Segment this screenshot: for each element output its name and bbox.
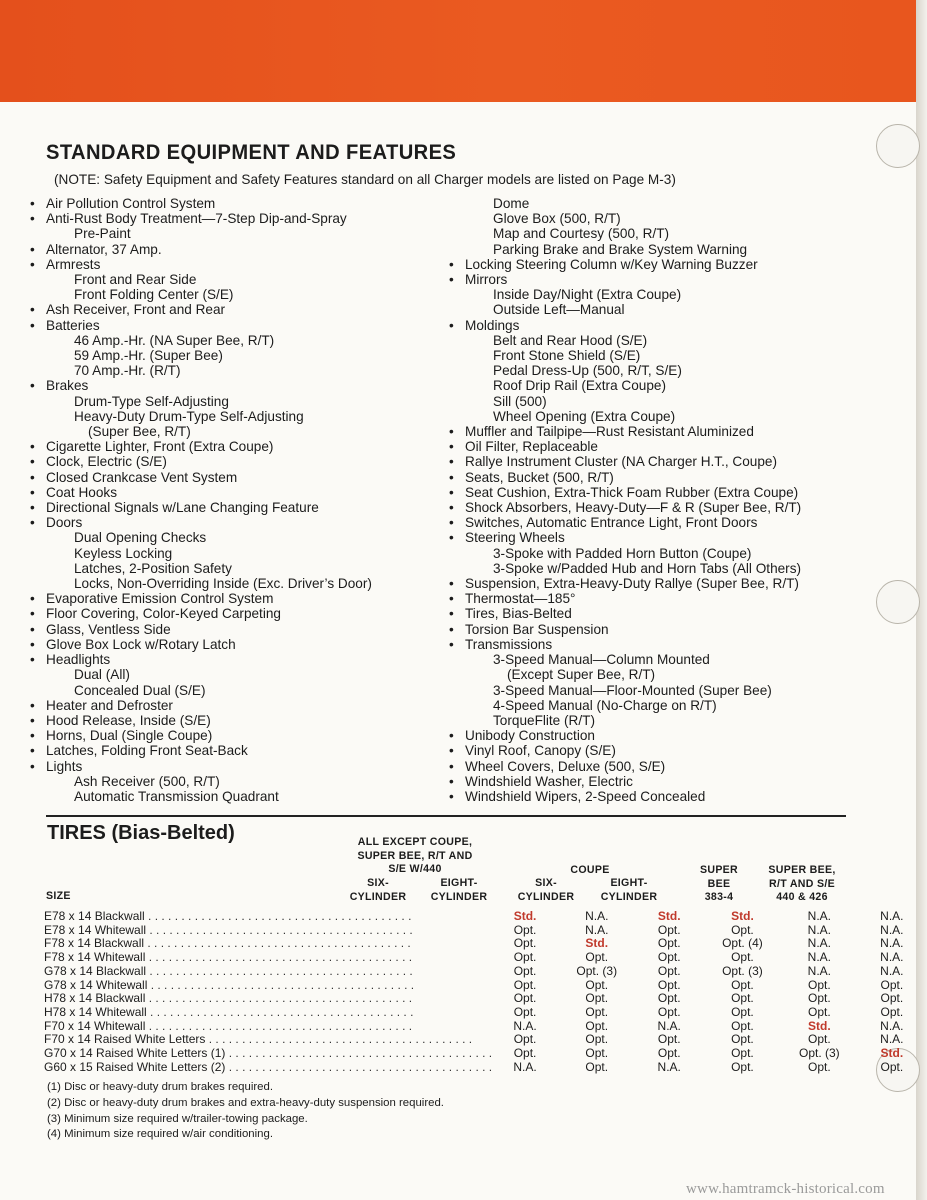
tire-availability-cell: N.A. [807,963,831,978]
equipment-item: • Rallye Instrument Cluster (NA Charger H.T., Coupe) [449,454,869,469]
tire-availability-cell: N.A. [585,922,609,937]
header-super-bee: SUPER BEE 383-4 [700,864,738,903]
equipment-subitem: Parking Brake and Brake System Warning [493,241,748,257]
tire-availability-cell: Opt. [513,991,537,1006]
tire-availability-cell: Opt. [731,1059,754,1074]
header-coupe-eight-cylinder: EIGHT- CYLINDER [600,877,658,903]
equipment-subitem: 3-Speed Manual—Floor-Mounted (Super Bee) [493,682,772,698]
tire-availability-cell: Opt. [731,977,754,992]
tire-availability-cell: Opt. [513,922,537,937]
tire-availability-cell: Opt. [731,950,754,965]
tire-footnotes [47,1080,444,1143]
header-coupe: COUPE [570,864,610,876]
tire-availability-cell: Opt. [657,950,681,965]
equipment-subitem: Front Folding Center (S/E) [74,287,234,303]
tire-availability-cell: Opt. [880,1059,904,1074]
tire-size-cell [44,1020,492,1034]
equipment-item: • Batteries [30,318,440,333]
tire-availability-cell: Opt. [513,1004,537,1019]
header-coupe-six-cylinder: SIX- CYLINDER [517,877,575,903]
tire-availability-cell: Opt. [657,991,681,1006]
equipment-subitem: 59 Amp.-Hr. (Super Bee) [74,348,223,364]
tire-availability-cell: Opt. [513,950,537,965]
equipment-subitem: Drum-Type Self-Adjusting [74,393,229,409]
equipment-subitem: Roof Drip Rail (Extra Coupe) [493,378,667,394]
equipment-item: • Thermostat—185° [449,591,869,606]
tire-size: F70 x 14 Raised White Letters [44,1033,206,1047]
equipment-item: • Wheel Covers, Deluxe (500, S/E) [449,759,869,774]
tire-availability-cell: Opt. [657,1004,681,1019]
page-title: STANDARD EQUIPMENT AND FEATURES [46,141,457,164]
tire-availability-cell: Opt. [657,977,681,992]
equipment-subitem: 3-Spoke with Padded Horn Button (Coupe) [493,545,752,561]
table-row [44,992,927,1006]
equipment-item: • Floor Covering, Color-Keyed Carpeting [30,606,440,621]
tire-size-cell [44,1047,492,1061]
equipment-subitem: 70 Amp.-Hr. (R/T) [74,363,181,379]
tire-size-cell [44,1033,492,1047]
tire-size: H78 x 14 Blackwall [44,992,146,1006]
equipment-item: • Transmissions [449,637,869,652]
equipment-subitem: Dual (All) [74,667,130,683]
equipment-subitem: (Super Bee, R/T) [88,424,191,440]
safety-note: (NOTE: Safety Equipment and Safety Features standard on all Charger models are listed on Page M-3) [54,172,676,187]
tire-availability-cell: Opt. [657,936,681,951]
tire-size: G60 x 15 Raised White Letters (2) [44,1060,226,1074]
equipment-item: • Seat Cushion, Extra-Thick Foam Rubber (Extra Coupe) [449,485,869,500]
equipment-item: • Steering Wheels [449,530,869,545]
tire-availability-cell: N.A. [657,1059,681,1074]
tires-title: TIRES (Bias-Belted) [47,822,235,844]
equipment-item: • Vinyl Roof, Canopy (S/E) [449,743,869,758]
tire-availability-cell: N.A. [880,950,904,965]
equipment-item: • Cigarette Lighter, Front (Extra Coupe) [30,439,440,454]
tire-availability-cell: Opt. [513,1046,537,1061]
footnote: (4) Minimum size required w/air conditioning. [47,1128,273,1141]
equipment-item: • Windshield Washer, Electric [449,774,869,789]
table-row [44,910,927,924]
equipment-subitem: 3-Speed Manual—Column Mounted [493,652,710,668]
equipment-subitem: Glove Box (500, R/T) [493,211,621,227]
tire-availability-cell: Opt. (3) [798,1046,840,1061]
tire-size: G78 x 14 Blackwall [44,964,147,978]
tire-availability-cell: N.A. [880,909,904,923]
header-all-except-coupe: ALL EXCEPT COUPE, SUPER BEE, R/T AND S/E W/440 [357,836,473,875]
tire-size-cell [44,1061,492,1075]
tire-availability-cell: Opt. [880,1004,904,1019]
tires-table [44,910,927,1074]
equipment-item: • Clock, Electric (S/E) [30,454,440,469]
dot-leader: . . . . . . . . . . . . . . . . . . . . . . . . . . . . . . . . . . . . . . . . [145,992,413,1006]
tire-availability-cell: N.A. [585,909,609,923]
tire-size: F70 x 14 Whitewall [44,1019,146,1033]
equipment-subitem: Pedal Dress-Up (500, R/T, S/E) [493,363,682,379]
equipment-item: • Coat Hooks [30,485,440,500]
tire-availability-cell: Opt. [657,1032,681,1047]
table-row [44,924,927,938]
header-size: SIZE [46,890,71,902]
dot-leader: . . . . . . . . . . . . . . . . . . . . . . . . . . . . . . . . . . . . . . . . [146,1005,414,1019]
tire-availability-cell: Opt. [585,1032,609,1047]
tire-availability-cell: Opt. [807,1032,831,1047]
equipment-item: • Heater and Defroster [30,698,440,713]
equipment-subitem: Heavy-Duty Drum-Type Self-Adjusting [74,408,304,424]
equipment-item: • Anti-Rust Body Treatment—7-Step Dip-and-Spray [30,211,440,226]
header-super-bee-rt: SUPER BEE, R/T AND S/E 440 & 426 [768,864,836,903]
equipment-subitem: Pre-Paint [74,226,131,242]
equipment-item: • Windshield Wipers, 2-Speed Concealed [449,789,869,804]
equipment-item: • Directional Signals w/Lane Changing Feature [30,500,440,515]
tire-availability-cell: Opt. [657,963,681,978]
equipment-item: • Switches, Automatic Entrance Light, Front Doors [449,515,869,530]
equipment-subitem: Front and Rear Side [74,272,197,288]
binder-hole-middle [876,580,920,624]
tire-availability-cell: Std. [657,909,681,923]
equipment-item: • Locking Steering Column w/Key Warning Buzzer [449,257,869,272]
tire-availability-cell: Std. [880,1046,904,1061]
equipment-item: • Muffler and Tailpipe—Rust Resistant Aluminized [449,424,869,439]
equipment-list-right [449,196,869,804]
equipment-item: • Mirrors [449,272,869,287]
equipment-item: • Lights [30,759,440,774]
tire-availability-cell: Opt. [585,950,609,965]
equipment-item: • Torsion Bar Suspension [449,622,869,637]
equipment-list-left [30,196,440,804]
tire-size-cell [44,951,492,965]
tire-availability-cell: Opt. [513,977,537,992]
tire-availability-cell: Opt. [585,1004,609,1019]
dot-leader: . . . . . . . . . . . . . . . . . . . . . . . . . . . . . . . . . . . . . . . . [147,978,415,992]
tire-availability-cell: N.A. [880,936,904,951]
tire-availability-cell: Std. [585,936,609,951]
tire-availability-cell: N.A. [807,936,831,951]
equipment-subitem: Inside Day/Night (Extra Coupe) [493,287,682,303]
tire-availability-cell: Opt. [585,977,609,992]
tire-availability-cell: Opt. [807,1004,831,1019]
tire-availability-cell: Std. [513,909,537,923]
equipment-subitem: Keyless Locking [74,545,173,561]
footnote: (2) Disc or heavy-duty drum brakes and extra-heavy-duty suspension required. [47,1096,444,1109]
tire-availability-cell: Opt. [585,1046,609,1061]
equipment-subitem: Sill (500) [493,393,547,409]
orange-header-banner [0,0,916,102]
table-row [44,1061,927,1075]
tire-availability-cell: N.A. [807,909,831,923]
tire-size: F78 x 14 Whitewall [44,951,146,965]
tire-availability-cell: Opt. [513,963,537,978]
tire-size-cell [44,910,492,924]
tire-size: E78 x 14 Whitewall [44,923,147,937]
equipment-item: • Horns, Dual (Single Coupe) [30,728,440,743]
table-row [44,965,927,979]
dot-leader: . . . . . . . . . . . . . . . . . . . . . . . . . . . . . . . . . . . . . . . . [144,937,411,951]
equipment-item: • Glass, Ventless Side [30,622,440,637]
footnote: (1) Disc or heavy-duty drum brakes required. [47,1081,273,1093]
equipment-item: • Armrests [30,257,440,272]
tire-size: F78 x 14 Blackwall [44,937,145,951]
table-row [44,979,927,993]
equipment-subitem: Wheel Opening (Extra Coupe) [493,408,676,424]
table-row [44,1006,927,1020]
tire-availability-cell: N.A. [513,1018,537,1033]
equipment-subitem: Dual Opening Checks [74,530,207,546]
equipment-item: • Headlights [30,652,440,667]
equipment-subitem: Outside Left—Manual [493,302,625,318]
header-eight-cylinder: EIGHT- CYLINDER [430,877,488,903]
equipment-item: • Oil Filter, Replaceable [449,439,869,454]
equipment-item: • Tires, Bias-Belted [449,606,869,621]
equipment-item: • Hood Release, Inside (S/E) [30,713,440,728]
tire-availability-cell: Opt. [585,1018,609,1033]
dot-leader: . . . . . . . . . . . . . . . . . . . . . . . . . . . . . . . . . . . . . . . . [225,1047,493,1061]
dot-leader: . . . . . . . . . . . . . . . . . . . . . . . . . . . . . . . . . . . . . . . . [146,964,413,978]
tire-availability-cell: Opt. [807,1059,831,1074]
dot-leader: . . . . . . . . . . . . . . . . . . . . . . . . . . . . . . . . . . . . . . . . [145,951,413,965]
tire-size-cell [44,924,492,938]
tire-size-cell [44,992,492,1006]
tire-availability-cell: Opt. [731,1018,754,1033]
tire-availability-cell: Opt. [731,922,754,937]
dot-leader: . . . . . . . . . . . . . . . . . . . . . . . . . . . . . . . . . . . . . . . . [145,1019,413,1033]
tire-availability-cell: Opt. [731,1046,754,1061]
tire-availability-cell: Opt. [880,991,904,1006]
equipment-subitem: Automatic Transmission Quadrant [74,788,279,804]
equipment-item: • Ash Receiver, Front and Rear [30,302,440,317]
equipment-subitem: Map and Courtesy (500, R/T) [493,226,670,242]
dot-leader: . . . . . . . . . . . . . . . . . . . . . . . . . . . . . . . . . . . . . . . . [225,1060,493,1074]
header-six-cylinder: SIX- CYLINDER [349,877,407,903]
equipment-item: • Latches, Folding Front Seat-Back [30,743,440,758]
tire-size: G70 x 14 Raised White Letters (1) [44,1047,226,1061]
equipment-subitem: Dome [493,196,530,211]
equipment-subitem: Concealed Dual (S/E) [74,682,206,698]
equipment-item: • Glove Box Lock w/Rotary Latch [30,637,440,652]
tire-size-cell [44,979,492,993]
tire-size-cell [44,937,492,951]
equipment-item: • Doors [30,515,440,530]
section-divider [46,815,846,817]
tire-availability-cell: Std. [731,909,754,923]
tire-availability-cell: Opt. [513,1032,537,1047]
equipment-subitem: Locks, Non-Overriding Inside (Exc. Driver’s Door) [74,576,372,592]
tire-availability-cell: Opt. (4) [722,936,763,951]
tire-size-cell [44,1006,492,1020]
tire-availability-cell: Opt. [731,1004,754,1019]
tire-size-cell [44,965,492,979]
tire-availability-cell: Opt. [731,991,754,1006]
table-row [44,937,927,951]
tire-availability-cell: Opt. [880,977,904,992]
tire-availability-cell: Opt. (3) [722,963,763,978]
equipment-subitem: 46 Amp.-Hr. (NA Super Bee, R/T) [74,332,275,348]
equipment-item: • Shock Absorbers, Heavy-Duty—F & R (Super Bee, R/T) [449,500,869,515]
tire-availability-cell: Opt. [657,922,681,937]
tire-availability-cell: Opt. (3) [576,963,618,978]
tire-availability-cell: N.A. [880,1032,904,1047]
dot-leader: . . . . . . . . . . . . . . . . . . . . . . . . . . . . . . . . . . . . . . . . [205,1033,473,1047]
watermark: www.hamtramck-historical.com [686,1181,885,1197]
tire-availability-cell: Opt. [807,977,831,992]
table-row [44,1020,927,1034]
equipment-subitem: Latches, 2-Position Safety [74,560,232,576]
table-row [44,951,927,965]
equipment-item: • Suspension, Extra-Heavy-Duty Rallye (Super Bee, R/T) [449,576,869,591]
tire-availability-cell: Opt. [657,1046,681,1061]
equipment-item: • Evaporative Emission Control System [30,591,440,606]
equipment-item: • Alternator, 37 Amp. [30,242,440,257]
equipment-subitem: 4-Speed Manual (No-Charge on R/T) [493,697,717,713]
equipment-item: • Air Pollution Control System [30,196,440,211]
equipment-subitem: Belt and Rear Hood (S/E) [493,332,648,348]
tire-availability-cell: N.A. [880,922,904,937]
tire-size: G78 x 14 Whitewall [44,978,148,992]
equipment-subitem: TorqueFlite (R/T) [493,712,595,728]
equipment-item: • Unibody Construction [449,728,869,743]
dot-leader: . . . . . . . . . . . . . . . . . . . . . . . . . . . . . . . . . . . . . . . . [144,910,412,923]
tire-availability-cell: N.A. [807,950,831,965]
tire-availability-cell: N.A. [880,1018,904,1033]
tire-availability-cell: N.A. [807,922,831,937]
tire-size: H78 x 14 Whitewall [44,1005,147,1019]
dot-leader: . . . . . . . . . . . . . . . . . . . . . . . . . . . . . . . . . . . . . . . . [146,923,413,937]
equipment-subitem: Ash Receiver (500, R/T) [74,773,220,789]
equipment-item: • Seats, Bucket (500, R/T) [449,470,869,485]
table-row [44,1033,927,1047]
equipment-subitem: (Except Super Bee, R/T) [507,667,656,683]
tire-availability-cell: Opt. [807,991,831,1006]
equipment-subitem: 3-Spoke w/Padded Hub and Horn Tabs (All Others) [493,560,802,576]
tire-size: E78 x 14 Blackwall [44,910,145,923]
tire-availability-cell: Opt. [585,1059,609,1074]
tire-availability-cell: Opt. [513,936,537,951]
footnote: (3) Minimum size required w/trailer-towing package. [47,1112,308,1125]
tire-availability-cell: N.A. [513,1059,537,1074]
tire-availability-cell: Opt. [585,991,609,1006]
tire-availability-cell: Std. [808,1018,831,1033]
binder-hole-top [876,124,920,168]
table-row [44,1047,927,1061]
equipment-item: • Closed Crankcase Vent System [30,470,440,485]
equipment-subitem: Front Stone Shield (S/E) [493,348,641,364]
equipment-item: • Moldings [449,318,869,333]
tire-availability-cell: Opt. [731,1032,754,1047]
equipment-item: • Brakes [30,378,440,393]
tire-availability-cell: N.A. [657,1018,681,1033]
tire-availability-cell: N.A. [880,963,904,978]
